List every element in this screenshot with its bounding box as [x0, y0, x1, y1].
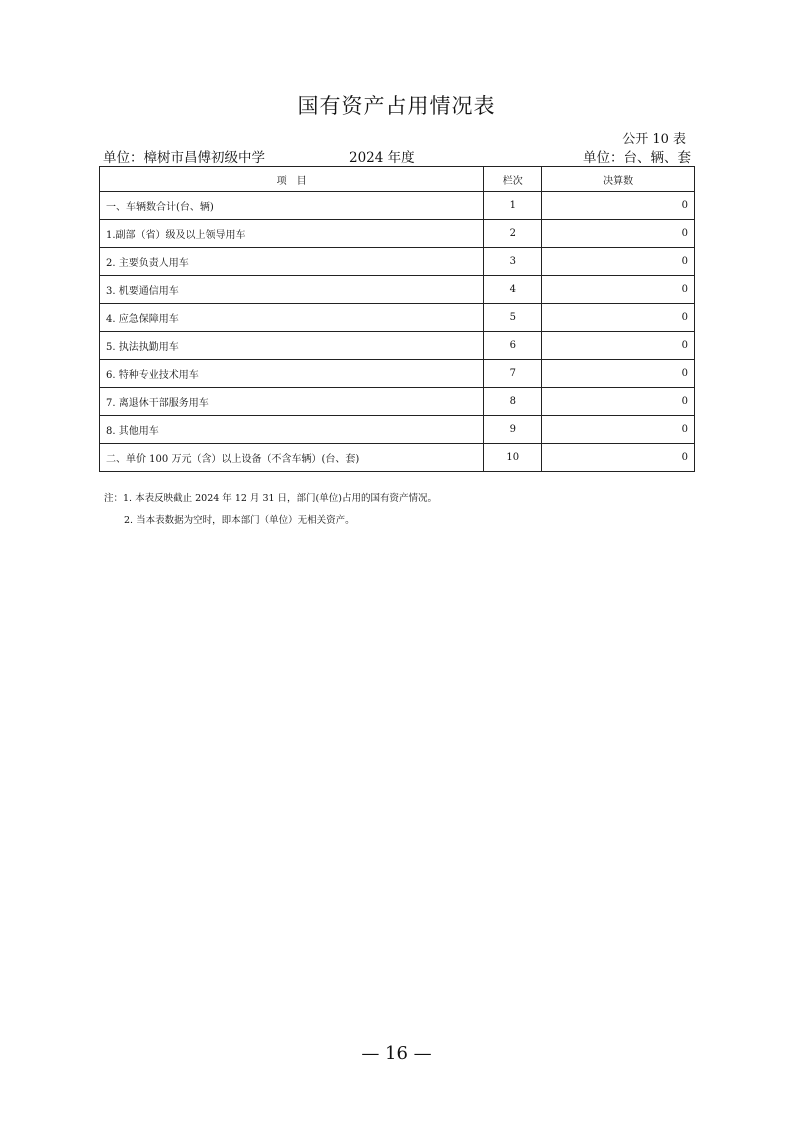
row-value: 0: [542, 360, 695, 388]
row-value: 0: [542, 276, 695, 304]
row-column-no: 6: [484, 332, 542, 360]
table-row: [100, 248, 695, 276]
table-row: [100, 332, 695, 360]
asset-table: [99, 166, 695, 472]
row-column-no: 5: [484, 304, 542, 332]
row-column-no: 1: [484, 192, 542, 220]
reporting-unit: 单位：樟树市昌傅初级中学: [103, 150, 265, 166]
page-number: — 16 —: [361, 1043, 432, 1064]
row-column-no: 2: [484, 220, 542, 248]
row-item: 1.副部（省）级及以上领导用车: [100, 220, 484, 248]
table-row: [100, 444, 695, 472]
header-column-no: 栏次: [484, 167, 542, 192]
row-value: 0: [542, 416, 695, 444]
row-value: 0: [542, 248, 695, 276]
row-column-no: 8: [484, 388, 542, 416]
row-item: 8. 其他用车: [100, 416, 484, 444]
row-item: 2. 主要负责人用车: [100, 248, 484, 276]
row-value: 0: [542, 192, 695, 220]
row-value: 0: [542, 444, 695, 472]
row-column-no: 9: [484, 416, 542, 444]
footnote-2: 2. 当本表数据为空时，即本部门（单位）无相关资产。: [124, 515, 355, 526]
row-item: 3. 机要通信用车: [100, 276, 484, 304]
table-row: [100, 304, 695, 332]
header-item: 项 目: [100, 167, 484, 192]
table-row: [100, 276, 695, 304]
form-number: 公开 10 表: [622, 132, 686, 147]
table-row: [100, 388, 695, 416]
header-final-amount: 决算数: [542, 167, 695, 192]
table-row: [100, 360, 695, 388]
table-row: [100, 416, 695, 444]
row-column-no: 4: [484, 276, 542, 304]
row-value: 0: [542, 304, 695, 332]
footnote-1: 注：1. 本表反映截止 2024 年 12 月 31 日，部门(单位)占用的国有资产情况。: [104, 493, 437, 504]
footnotes: [104, 488, 437, 532]
row-value: 0: [542, 332, 695, 360]
row-item: 二、单价 100 万元（含）以上设备（不含车辆）(台、套): [100, 444, 484, 472]
row-value: 0: [542, 220, 695, 248]
row-column-no: 10: [484, 444, 542, 472]
row-item: 7. 离退休干部服务用车: [100, 388, 484, 416]
row-item: 5. 执法执勤用车: [100, 332, 484, 360]
table-row: [100, 220, 695, 248]
table-row: [100, 192, 695, 220]
row-item: 4. 应急保障用车: [100, 304, 484, 332]
row-item: 一、车辆数合计(台、辆): [100, 192, 484, 220]
row-column-no: 3: [484, 248, 542, 276]
table-header-row: [100, 167, 695, 192]
row-column-no: 7: [484, 360, 542, 388]
measure-unit: 单位：台、辆、套: [583, 150, 691, 166]
row-value: 0: [542, 388, 695, 416]
fiscal-year: 2024 年度: [349, 150, 415, 166]
row-item: 6. 特种专业技术用车: [100, 360, 484, 388]
document-title: 国有资产占用情况表: [297, 94, 496, 118]
